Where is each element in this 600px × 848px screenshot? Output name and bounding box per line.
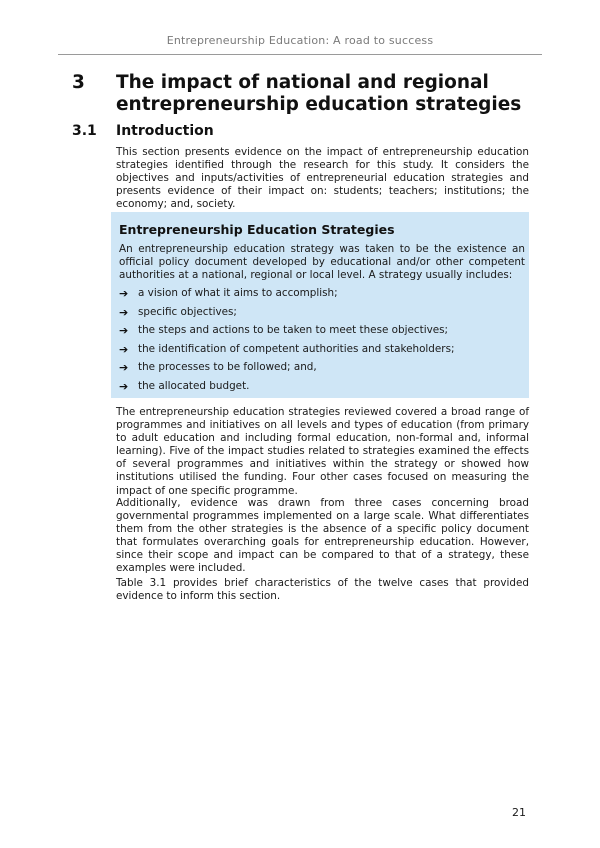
strategy-components-list — [119, 287, 525, 399]
list-item — [119, 287, 525, 306]
right-arrow-icon: ➔ — [119, 379, 129, 393]
right-arrow-icon: ➔ — [119, 361, 129, 375]
list-item-text: the processes to be followed; and, — [138, 361, 317, 374]
list-item — [119, 380, 525, 399]
strategy-definition-box — [111, 212, 529, 398]
running-header: Entrepreneurship Education: A road to success — [166, 34, 434, 47]
page-number: 21 — [512, 806, 526, 819]
strategies-paragraph: The entrepreneurship education strategies reviewed covered a broad range of programmes and initiatives on all levels and types of education (from primary to adult education and including formal education, non-formal and, informal learning). Five of the impact studies related to strategies examined the effects of several programmes and initiatives within the strategy or showed how institutions utilised the funding. Four other cases focused on measuring the impact of one specific programme. — [116, 406, 529, 497]
right-arrow-icon: ➔ — [119, 342, 129, 356]
list-item — [119, 343, 525, 362]
box-heading: Entrepreneurship Education Strategies — [119, 222, 395, 237]
list-item-text: the identification of competent authorities and stakeholders; — [138, 342, 455, 355]
list-item-text: the steps and actions to be taken to meet these objectives; — [138, 324, 449, 337]
intro-paragraph: This section presents evidence on the impact of entrepreneurship education strategies identified through the research for this study. It considers the objectives and inputs/activities of entrepreneurial education strategies and presents evidence of their impact on: students; teachers; institutions; the economy; and, society. — [116, 146, 529, 211]
header-divider — [58, 54, 542, 55]
right-arrow-icon: ➔ — [119, 305, 129, 319]
list-item-text: a vision of what it aims to accomplish; — [138, 287, 338, 299]
right-arrow-icon: ➔ — [119, 324, 129, 338]
list-item — [119, 306, 525, 325]
right-arrow-icon: ➔ — [119, 287, 129, 300]
list-item-text: specific objectives; — [138, 305, 237, 318]
list-item — [119, 324, 525, 343]
list-item-text: the allocated budget. — [138, 379, 250, 392]
table-reference-paragraph: Table 3.1 provides brief characteristics of the twelve cases that provided evidence to inform this section. — [116, 577, 529, 603]
chapter-title: The impact of national and regional entrepreneurship education strategies — [116, 72, 522, 115]
chapter-number: 3 — [72, 72, 85, 93]
list-item — [119, 361, 525, 380]
additionally-paragraph: Additionally, evidence was drawn from three cases concerning broad governmental programmes implemented on a large scale. What differentiates them from the other strategies is the absence of a specific policy document that formulates overarching goals for entrepreneurship education. However, since their scope and impact can be compared to that of a strategy, these examples were included. — [116, 497, 529, 575]
section-title: Introduction — [116, 123, 214, 139]
box-intro-text: An entrepreneurship education strategy was taken to be the existence an official policy document developed by educational and/or other competent authorities at a national, regional or local level. A strategy usually includes: — [119, 243, 525, 282]
section-number: 3.1 — [72, 123, 97, 139]
